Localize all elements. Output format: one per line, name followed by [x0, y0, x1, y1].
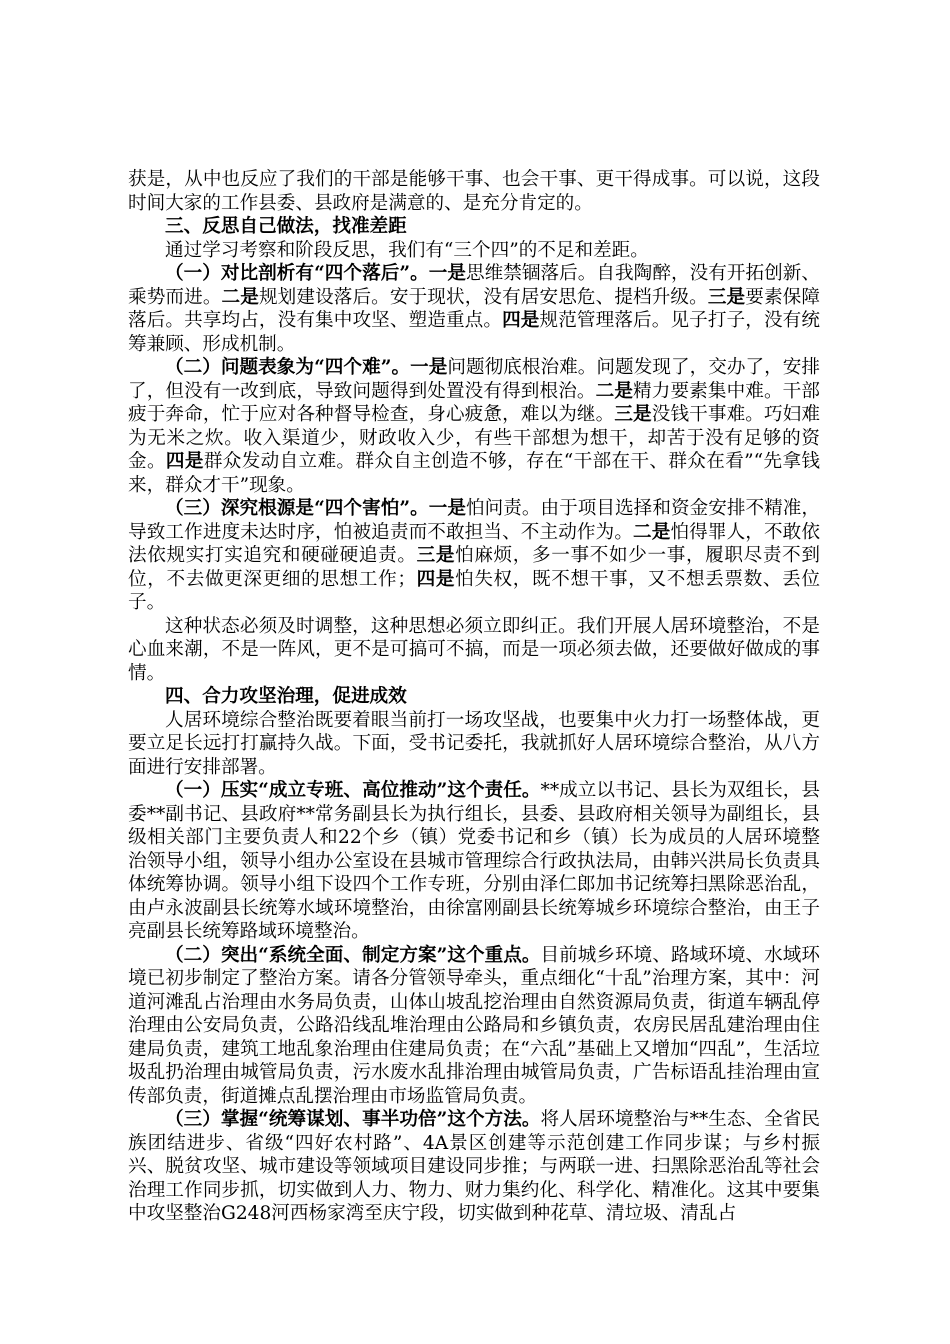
text-run: 这种状态必须及时调整，这种思想必须立即纠正。我们开展人居环境整治，不是心血来潮，不是一阵风，更不是可搞可不搞，而是一项必须去做，还要做好做成的事情。 — [128, 615, 820, 684]
bold-run: （一）对比剖析有“四个落后”。 — [165, 263, 429, 284]
bold-run: 四是 — [165, 451, 204, 472]
text-run: 目前城乡环境、路域环境、水域环境已初步制定了整治方案。请各分管领导牵头，重点细化“十乱”治理方案，其中：河道河滩乱占治理由水务局负责，山体山坡乱挖治理由自然资源局负责，街道车辆乱停治理由公安局负责，公路沿线乱堆治理由公路局和乡镇负责，农房民居乱建治理由住建局负责，建筑工地乱象治理由住建局负责；在“六乱”基础上又增加“四乱”，生活垃圾乱扔治理由城管局负责，污水废水乱排治理由城管局负责，广告标语乱挂治理由宣传部负责，街道摊点乱摆治理由市场监管局负责。 — [128, 944, 820, 1107]
text-run: 怕问责。由于项目选择和资金安排不精准，导致工作进度未达时序，怕被追责而不敢担当、不主动作为。 — [128, 498, 820, 543]
text-run: 通过学习考察和阶段反思，我们有“三个四”的不足和差距。 — [165, 239, 649, 261]
text-run: 将人居环境整治与**生态、全省民族团结进步、省级“四好农村路”、4A景区创建等示范创建工作同步谋；与乡村振兴、脱贫攻坚、城市建设等领域项目建设同步推；与两联一进、扫黑除恶治乱等社会治理工作同步抓，切实做到人力、物力、财力集约化、科学化、精准化。这其中要集中攻坚整治G248河西杨家湾至庆宁段，切实做到种花草、清垃圾、清乱占 — [128, 1109, 820, 1224]
text-run: 规范管理落后。见子打子，没有统筹兼顾、形成机制。 — [128, 310, 820, 355]
bold-run: 三是 — [416, 545, 456, 566]
bold-run: 一是 — [428, 263, 466, 284]
text-run: 三、反思自己做法，找准差距 — [165, 216, 407, 237]
text-run: 没钱干事难。巧妇难为无米之炊。收入渠道少，财政收入少，有些干部想为想干，却苦于没有足够的资金。 — [128, 404, 820, 472]
paragraph — [128, 944, 820, 1109]
bold-run: 三是 — [707, 286, 746, 308]
section-heading — [128, 215, 820, 239]
bold-run: 二是 — [221, 286, 259, 308]
text-run: **成立以书记、县长为双组长，县委**副书记、县政府**常务副县长为执行组长，县委、县政府相关领导为副组长，县级相关部门主要负责人和22个乡（镇）党委书记和乡（镇）长为成员的人居环境整治领导小组，领导小组办公室设在县城市管理综合行政执法局，由韩兴洪局长负责具体统筹协调。领导小组下设四个工作专班，分别由泽仁郎加书记统筹扫黑除恶治乱，由卢永波副县长统筹水域环境整治，由徐富刚副县长统筹城乡环境综合整治，由王子亮副县长统筹路域环境整治。 — [128, 780, 820, 942]
bold-run: 四是 — [502, 310, 540, 331]
text-run: 获是，从中也反应了我们的干部是能够干事、也会干事、更干得成事。可以说，这段时间大家的工作县委、县政府是满意的、是充分肯定的。 — [128, 169, 820, 214]
bold-run: 二是 — [595, 380, 634, 402]
text-run: 问题彻底根治难。问题发现了，交办了，安排了，但没有一改到底，导致问题得到处置没有得到根治。 — [128, 357, 820, 402]
text-run: 群众发动自立难。群众自主创造不够，存在“干部在干、群众在看”“先拿钱来，群众才干”现象。 — [128, 451, 820, 496]
paragraph — [128, 779, 820, 944]
paragraph — [128, 168, 820, 215]
paragraph — [128, 709, 820, 780]
bold-run: 一是 — [428, 498, 466, 519]
text-run: 四、合力攻坚治理，促进成效 — [165, 686, 407, 707]
bold-run: 四是 — [415, 568, 456, 590]
bold-run: 三是 — [614, 404, 652, 425]
bold-run: （一）压实“成立专班、高位推动”这个责任。 — [165, 780, 541, 801]
paragraph — [128, 239, 820, 263]
text-run: 怕麻烦，多一事不如少一事，履职尽责不到位，不去做更深更细的思想工作； — [128, 545, 820, 590]
section-heading — [128, 685, 820, 709]
paragraph — [128, 1108, 820, 1226]
bold-run: （三）深究根源是“四个害怕”。 — [165, 498, 429, 519]
paragraph — [128, 497, 820, 615]
bold-run: 一是 — [410, 357, 448, 378]
text-run: 怕失权，既不想干事，又不想丢票数、丢位子。 — [128, 568, 820, 613]
bold-run: （二）问题表象为“四个难”。 — [165, 357, 411, 378]
bold-run: 二是 — [633, 521, 671, 543]
paragraph — [128, 262, 820, 356]
text-run: 精力要素集中难。干部疲于奔命，忙于应对各种督导检查，身心疲惫，难以为继。 — [128, 380, 820, 425]
text-run: 人居环境综合整治既要着眼当前打一场攻坚战，也要集中火力打一场整体战，更要立足长远打打赢持久战。下面，受书记委托，我就抓好人居环境综合整治，从八方面进行安排部署。 — [128, 709, 820, 778]
paragraph — [128, 356, 820, 497]
text-run: 思维禁锢落后。自我陶醉，没有开拓创新、乘势而进。 — [128, 263, 820, 308]
bold-run: （三）掌握“统筹谋划、事半功倍”这个方法。 — [165, 1109, 541, 1130]
document-page — [128, 168, 820, 1226]
paragraph — [128, 615, 820, 686]
bold-run: （二）突出“系统全面、制定方案”这个重点。 — [165, 944, 541, 966]
text-run: 要素保障落后。共享均占，没有集中攻坚、塑造重点。 — [128, 286, 820, 331]
text-run: 规划建设落后。安于现状，没有居安思危、提档升级。 — [258, 286, 708, 308]
text-run: 怕得罪人，不敢依法依规实打实追究和硬碰硬追责。 — [128, 521, 820, 566]
